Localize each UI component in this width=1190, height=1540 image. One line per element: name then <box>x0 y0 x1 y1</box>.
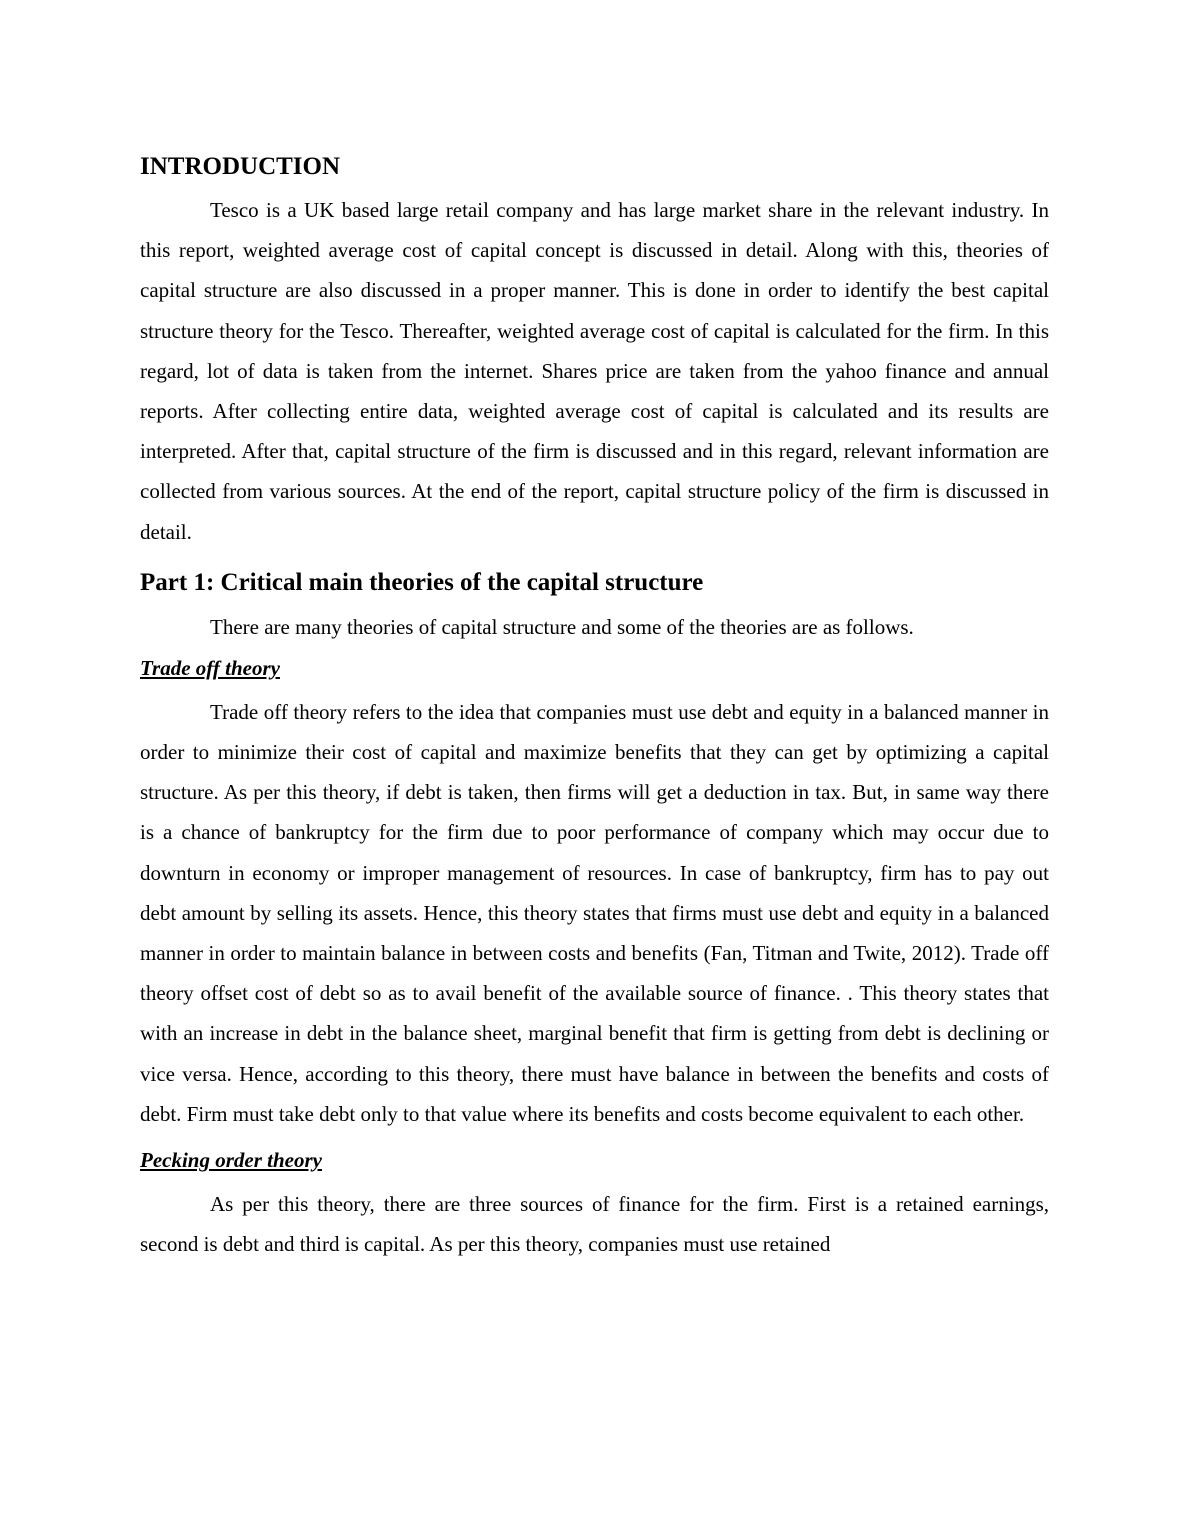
document-page <box>140 150 1049 1264</box>
introduction-heading: INTRODUCTION <box>140 153 341 180</box>
pecking-order-theory-paragraph: As per this theory, there are three sources of finance for the firm. First is a retained earnings, second is debt and third is capital. As per this theory, companies must use retained <box>140 1192 1049 1257</box>
part1-heading: Part 1: Critical main theories of the capital structure <box>140 568 704 596</box>
trade-off-theory-paragraph: Trade off theory refers to the idea that companies must use debt and equity in a balanced manner in order to minimize their cost of capital and maximize benefits that they can get by optimizing a capital structure. As per this theory, if debt is taken, then firms will get a deduction in tax. But, in same way there is a chance of bankruptcy for the firm due to poor performance of company which may occur due to downturn in economy or improper management of resources. In case of bankruptcy, firm has to pay out debt amount by selling its assets. Hence, this theory states that firms must use debt and equity in a balanced manner in order to maintain balance in between costs and benefits (Fan, Titman and Twite, 2012). Trade off theory offset cost of debt so as to avail benefit of the available source of finance. . This theory states that with an increase in debt in the balance sheet, marginal benefit that firm is getting from debt is declining or vice versa. Hence, according to this theory, there must have balance in between the benefits and costs of debt. Firm must take debt only to that value where its benefits and costs become equivalent to each other. <box>140 699 1049 1126</box>
trade-off-theory-heading: Trade off theory <box>140 655 280 680</box>
pecking-order-theory-heading: Pecking order theory <box>140 1148 322 1173</box>
introduction-paragraph: Tesco is a UK based large retail company and has large market share in the relevant industry. In this report, weighted average cost of capital concept is discussed in detail. Along with this, theories of capital structure are also discussed in a proper manner. This is done in order to identify the best capital structure theory for the Tesco. Thereafter, weighted average cost of capital is calculated for the firm. In this regard, lot of data is taken from the internet. Shares price are taken from the yahoo finance and annual reports. After collecting entire data, weighted average cost of capital is calculated and its results are interpreted. After that, capital structure of the firm is discussed and in this regard, relevant information are collected from various sources. At the end of the report, capital structure policy of the firm is discussed in detail. <box>140 198 1049 544</box>
part1-lead-paragraph: There are many theories of capital structure and some of the theories are as follows. <box>210 614 914 639</box>
